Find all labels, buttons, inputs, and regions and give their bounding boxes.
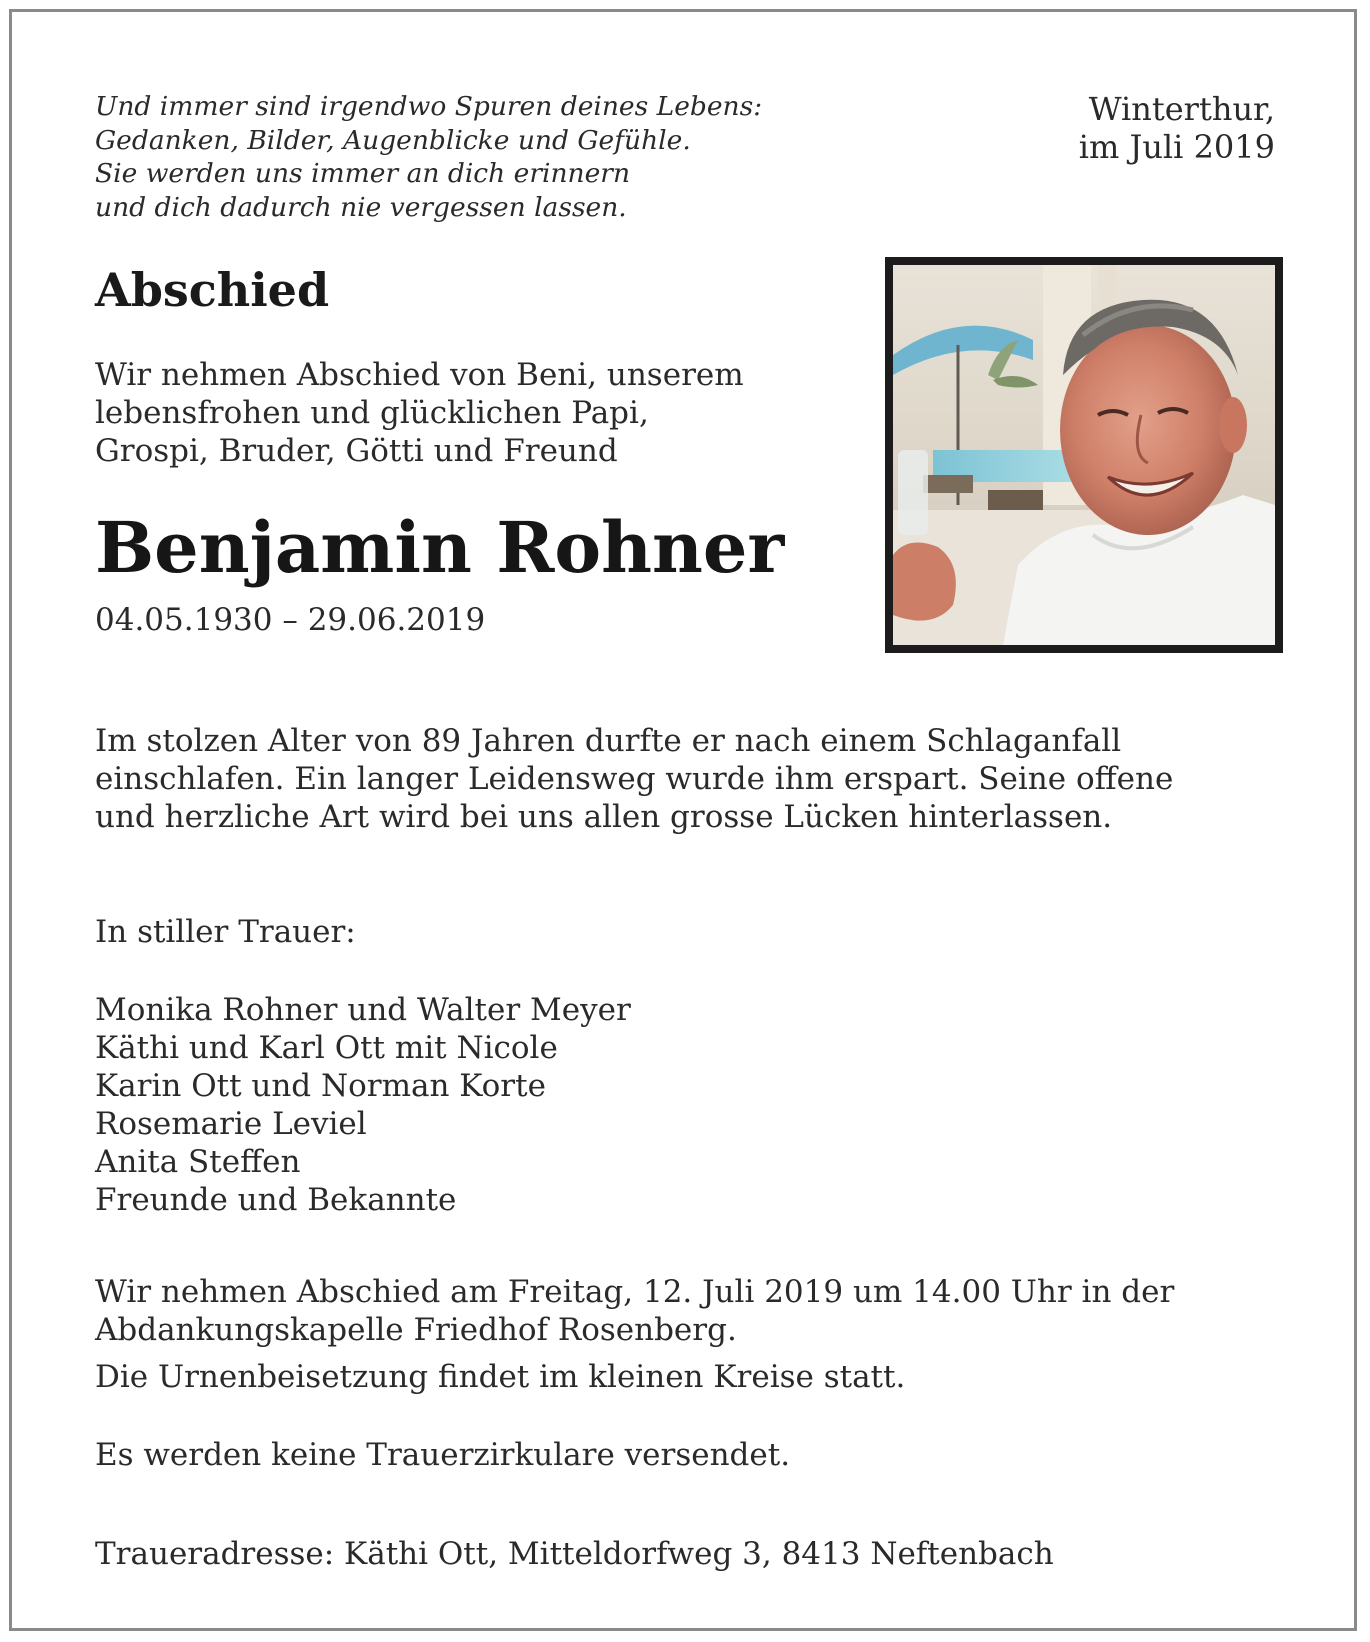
mourning-label: In stiller Trauer: xyxy=(95,914,356,950)
urn-note: Die Urnenbeisetzung findet im kleinen Kreise statt. xyxy=(95,1359,906,1395)
place-and-date xyxy=(955,90,1275,166)
intro-line: lebensfrohen und glücklichen Papi, xyxy=(95,395,649,431)
intro-line: Grospi, Bruder, Götti und Freund xyxy=(95,433,618,469)
motto-verse xyxy=(95,90,795,224)
service-line: Wir nehmen Abschied am Freitag, 12. Juli 2019 um 14.00 Uhr in der xyxy=(95,1274,1175,1310)
intro-text xyxy=(95,356,815,470)
portrait-photo xyxy=(885,257,1283,653)
service-info xyxy=(95,1273,1285,1349)
body-line: Im stolzen Alter von 89 Jahren durfte er nach einem Schlaganfall xyxy=(95,723,1122,759)
motto-line: Gedanken, Bilder, Augenblicke und Gefühle. xyxy=(95,124,691,156)
service-line: Abdankungskapelle Friedhof Rosenberg. xyxy=(95,1312,737,1348)
mourner-item: Freunde und Bekannte xyxy=(95,1182,457,1218)
mourning-address: Traueradresse: Käthi Ott, Mitteldorfweg 3, 8413 Neftenbach xyxy=(95,1536,1054,1572)
motto-line: und dich dadurch nie vergessen lassen. xyxy=(95,191,627,223)
mourner-item: Karin Ott und Norman Korte xyxy=(95,1068,546,1104)
intro-line: Wir nehmen Abschied von Beni, unserem xyxy=(95,357,744,393)
body-text xyxy=(95,722,1285,836)
life-dates: 04.05.1930 – 29.06.2019 xyxy=(95,602,486,638)
place: Winterthur, xyxy=(1088,90,1275,128)
mourners-list xyxy=(95,991,895,1219)
mourner-item: Monika Rohner und Walter Meyer xyxy=(95,992,631,1028)
body-line: und herzliche Art wird bei uns allen grosse Lücken hinterlassen. xyxy=(95,799,1113,835)
date: im Juli 2019 xyxy=(1078,128,1275,166)
heading: Abschied xyxy=(95,263,330,317)
mourner-item: Rosemarie Leviel xyxy=(95,1106,367,1142)
mourner-item: Anita Steffen xyxy=(95,1144,301,1180)
portrait-photo-icon xyxy=(893,265,1275,645)
mourner-item: Käthi und Karl Ott mit Nicole xyxy=(95,1030,558,1066)
circulars-note: Es werden keine Trauerzirkulare versendet. xyxy=(95,1437,791,1473)
motto-line: Sie werden uns immer an dich erinnern xyxy=(95,158,631,189)
body-line: einschlafen. Ein langer Leidensweg wurde ihm erspart. Seine offene xyxy=(95,761,1174,797)
deceased-name: Benjamin Rohner xyxy=(95,506,785,589)
motto-line: Und immer sind irgendwo Spuren deines Lebens: xyxy=(95,91,763,122)
